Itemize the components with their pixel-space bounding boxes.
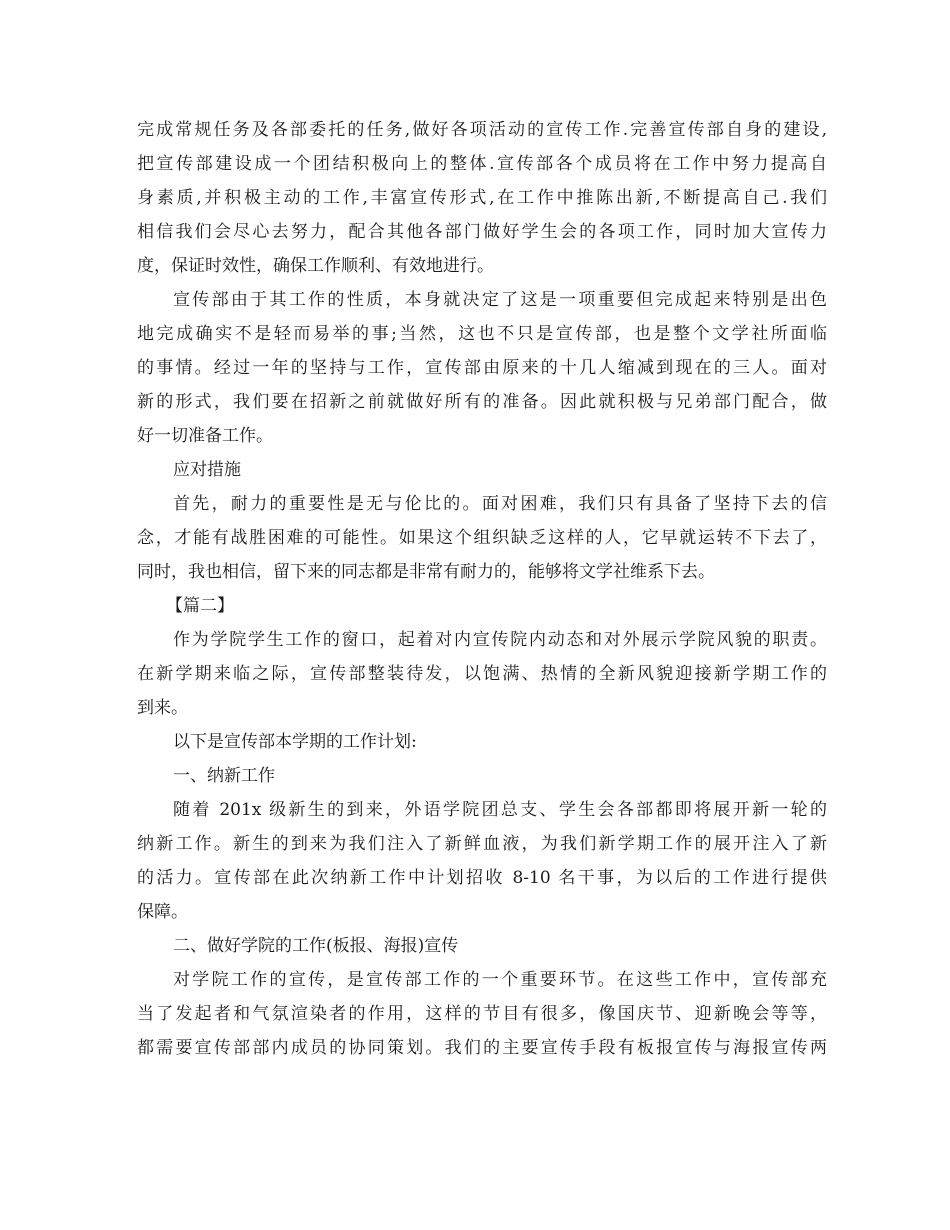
section-heading: 二、做好学院的工作(板报、海报)宣传 — [173, 936, 459, 956]
paragraph-line: 完成常规任务及各部委托的任务,做好各项活动的宣传工作.完善宣传部自身的建设, — [137, 120, 827, 140]
paragraph-line: 相信我们会尽心去努力，配合其他各部门做好学生会的各项工作，同时加大宣传力 — [137, 222, 827, 242]
paragraph-line: 以下是宣传部本学期的工作计划: — [173, 732, 417, 752]
paragraph-line: 地完成确实不是轻而易举的事;当然，这也不只是宣传部，也是整个文学社所面临 — [137, 324, 827, 344]
paragraph-line: 念，才能有战胜困难的可能性。如果这个组织缺乏这样的人，它早就运转不下去了， — [137, 528, 827, 548]
paragraph-line: 当了发起者和气氛渲染者的作用，这样的节目有很多，像国庆节、迎新晚会等等， — [137, 1004, 827, 1024]
paragraph-line: 首先，耐力的重要性是无与伦比的。面对困难，我们只有具备了坚持下去的信 — [173, 494, 827, 514]
document-body — [137, 113, 827, 1065]
paragraph-line: 到来。 — [137, 698, 188, 718]
paragraph-line: 随着 201x 级新生的到来，外语学院团总支、学生会各部都即将展开新一轮的 — [173, 800, 827, 820]
paragraph-line: 对学院工作的宣传，是宣传部工作的一个重要环节。在这些工作中，宣传部充 — [173, 970, 827, 990]
paragraph-line: 的活力。宣传部在此次纳新工作中计划招收 8-10 名干事，为以后的工作进行提供 — [137, 868, 827, 888]
section-heading: 应对措施 — [173, 460, 241, 480]
paragraph-line: 的事情。经过一年的坚持与工作，宣传部由原来的十几人缩减到现在的三人。面对 — [137, 358, 827, 378]
section-heading: 一、纳新工作 — [173, 766, 275, 786]
paragraph-line: 宣传部由于其工作的性质，本身就决定了这是一项重要但完成起来特别是出色 — [173, 290, 827, 310]
paragraph-line: 同时，我也相信，留下来的同志都是非常有耐力的，能够将文学社维系下去。 — [137, 562, 715, 582]
paragraph-line: 好一切准备工作。 — [137, 426, 273, 446]
paragraph-line: 把宣传部建设成一个团结积极向上的整体.宣传部各个成员将在工作中努力提高自 — [137, 154, 827, 174]
paragraph-line: 度，保证时效性，确保工作顺利、有效地进行。 — [137, 256, 494, 276]
paragraph-line: 保障。 — [137, 902, 188, 922]
paragraph-line: 身素质,并积极主动的工作,丰富宣传形式,在工作中推陈出新,不断提高自己.我们 — [137, 188, 827, 208]
paragraph-line: 都需要宣传部部内成员的协同策划。我们的主要宣传手段有板报宣传与海报宣传两 — [137, 1038, 827, 1058]
paragraph-line: 作为学院学生工作的窗口，起着对内宣传院内动态和对外展示学院风貌的职责。 — [173, 630, 827, 650]
paragraph-line: 纳新工作。新生的到来为我们注入了新鲜血液，为我们新学期工作的展开注入了新 — [137, 834, 827, 854]
paragraph-line: 在新学期来临之际，宣传部整装待发，以饱满、热情的全新风貌迎接新学期工作的 — [137, 664, 827, 684]
paragraph-line: 新的形式，我们要在招新之前就做好所有的准备。因此就积极与兄弟部门配合，做 — [137, 392, 827, 412]
part-heading: 【篇二】 — [166, 596, 234, 616]
